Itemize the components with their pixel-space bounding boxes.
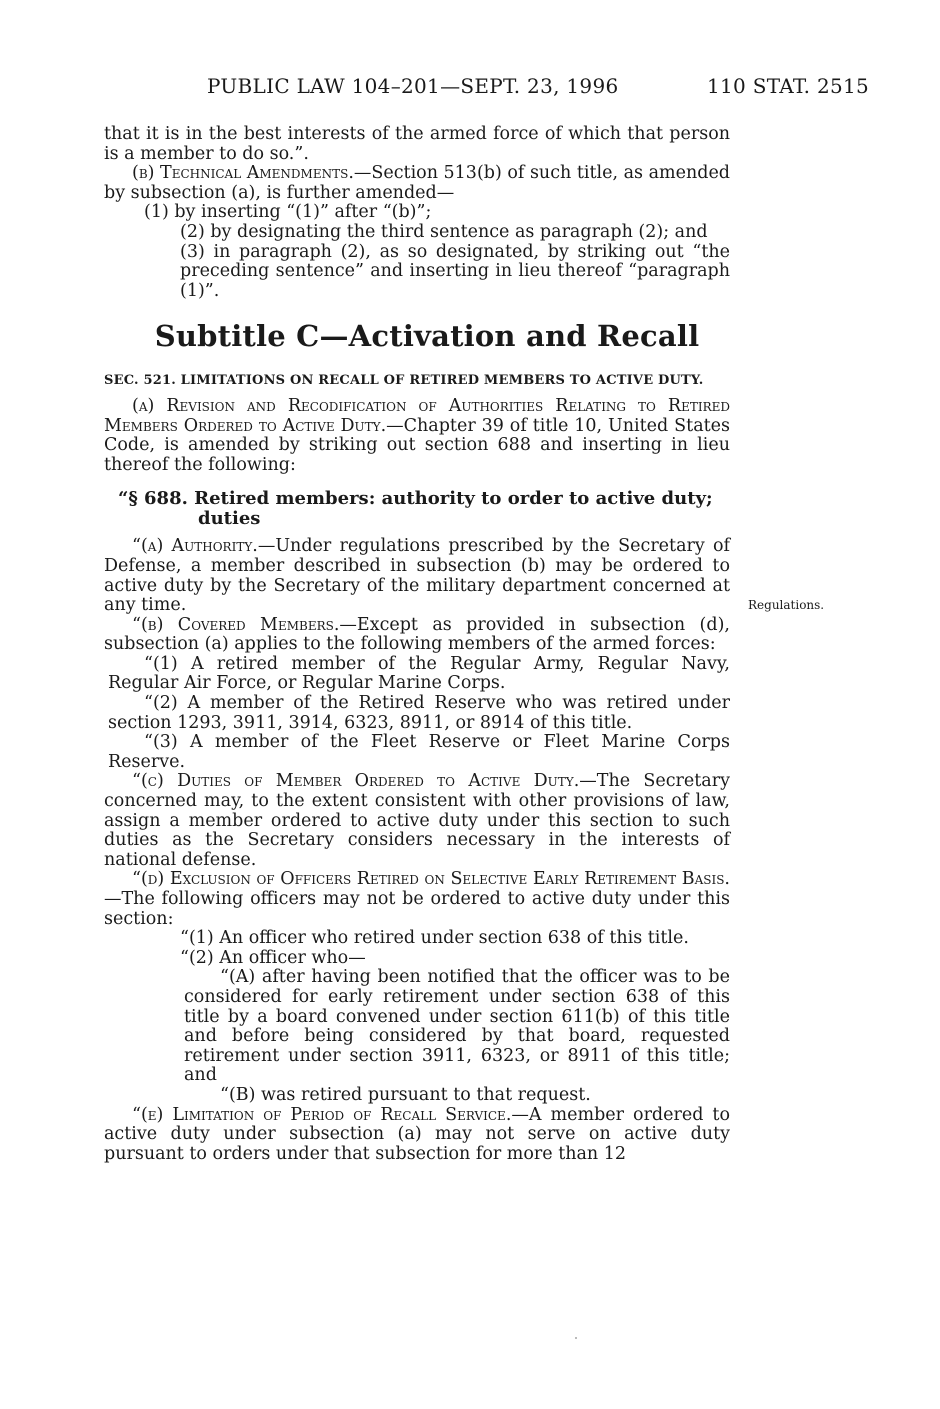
document-body: [104, 125, 730, 1164]
subsection-a-heading: “(a) Authority.: [132, 536, 258, 557]
subsection-b-heading: “(b) Covered Members.: [132, 614, 340, 635]
tech-item-3: (3) in paragraph (2), as so designated, by striking out “the preceding sentence” and inserting in lieu thereof “paragraph (1)”.: [180, 241, 730, 301]
subsection-d-text: —The following officers may not be ordered to active duty under this section:: [104, 889, 730, 929]
subsection-d-heading: “(d) Exclusion of Officers Retired on Selective Early Retirement Basis.: [132, 869, 730, 890]
subsection-b-item-2: “(2) A member of the Retired Reserve who was retired under section 1293, 3911, 3914, 6323, 8911, or 8914 of this title.: [108, 693, 730, 733]
subsection-d-item-1: “(1) An officer who retired under section 638 of this title.: [180, 928, 689, 949]
header-title: PUBLIC LAW 104–201—SEPT. 23, 1996: [207, 74, 619, 98]
subsection-e-text: —A member ordered to active duty under subsection (a) may not serve on active duty pursuant to orders under that subsection for more than 12: [104, 1104, 731, 1164]
subsection-c-text: —The Secretary concerned may, to the extent consistent with other provisions of law, assign a member ordered to active duty under this section to such duties as the Secretary considers necessary in the interests of national defense.: [104, 771, 730, 870]
subsection-b: [104, 616, 730, 655]
revision-text: —Chapter 39 of title 10, United States Code, is amended by striking out section 688 and inserting in lieu thereof the following:: [104, 415, 730, 475]
header-page-number: 110 STAT. 2515: [707, 74, 870, 98]
section-688-heading: “§ 688. Retired members: authority to order to active duty; duties: [118, 488, 713, 530]
tech-item-1: (1) by inserting “(1)” after “(b)”;: [144, 202, 432, 223]
technical-amendments-text: —Section 513(b) of such title, as amended by subsection (a), is further amended—: [104, 163, 730, 203]
subsection-a: [104, 537, 730, 615]
subsection-b-text: —Except as provided in subsection (d), subsection (a) applies to the following members of the armed forces:: [104, 614, 730, 655]
subsection-a-text: —Under regulations prescribed by the Secretary of Defense, a member described in subsection (b) may be ordered to active duty by the Secretary of the military department concerned at any time.: [104, 536, 730, 616]
running-header: [0, 74, 940, 104]
subtitle-heading: Subtitle C—Activation and Recall: [154, 319, 700, 354]
subsection-c: [104, 772, 730, 870]
revision-paragraph: [104, 397, 730, 475]
revision-heading: (a) Revision and Recodification of Authorities Relating to Retired Members Ordered to Active Duty.: [104, 395, 730, 436]
subsection-b-item-3: “(3) A member of the Fleet Reserve or Fleet Marine Corps Reserve.: [108, 732, 730, 772]
subsection-e: [104, 1106, 730, 1165]
technical-amendments-paragraph: [104, 164, 730, 203]
scan-speck: [575, 1337, 577, 1339]
section-521-heading: SEC. 521. LIMITATIONS ON RECALL OF RETIRED MEMBERS TO ACTIVE DUTY.: [104, 372, 704, 388]
margin-note: Regulations.: [748, 598, 825, 612]
subsection-d-sub-a: “(A) after having been notified that the officer was to be considered for early retirement under section 638 of this title by a board convened under section 611(b) of this title and before being considered by that board, requested retirement under section 3911, 6323, or 8911 of this title; and: [184, 967, 730, 1086]
subsection-d: [104, 870, 730, 929]
tech-item-2: (2) by designating the third sentence as paragraph (2); and: [180, 221, 708, 242]
subsection-d-item-2: “(2) An officer who—: [180, 947, 366, 968]
subsection-c-heading: “(c) Duties of Member Ordered to Active Duty.: [132, 771, 580, 792]
subsection-e-heading: “(e) Limitation of Period of Recall Service.: [132, 1104, 512, 1125]
continuation-paragraph: that it is in the best interests of the armed force of which that person is a member to do so.”.: [104, 124, 730, 164]
technical-amendments-heading: (b) Technical Amendments.: [132, 163, 354, 184]
subsection-b-item-1: “(1) A retired member of the Regular Army, Regular Navy, Regular Air Force, or Regular Marine Corps.: [108, 653, 730, 694]
subsection-d-sub-b: “(B) was retired pursuant to that request.: [220, 1084, 591, 1105]
